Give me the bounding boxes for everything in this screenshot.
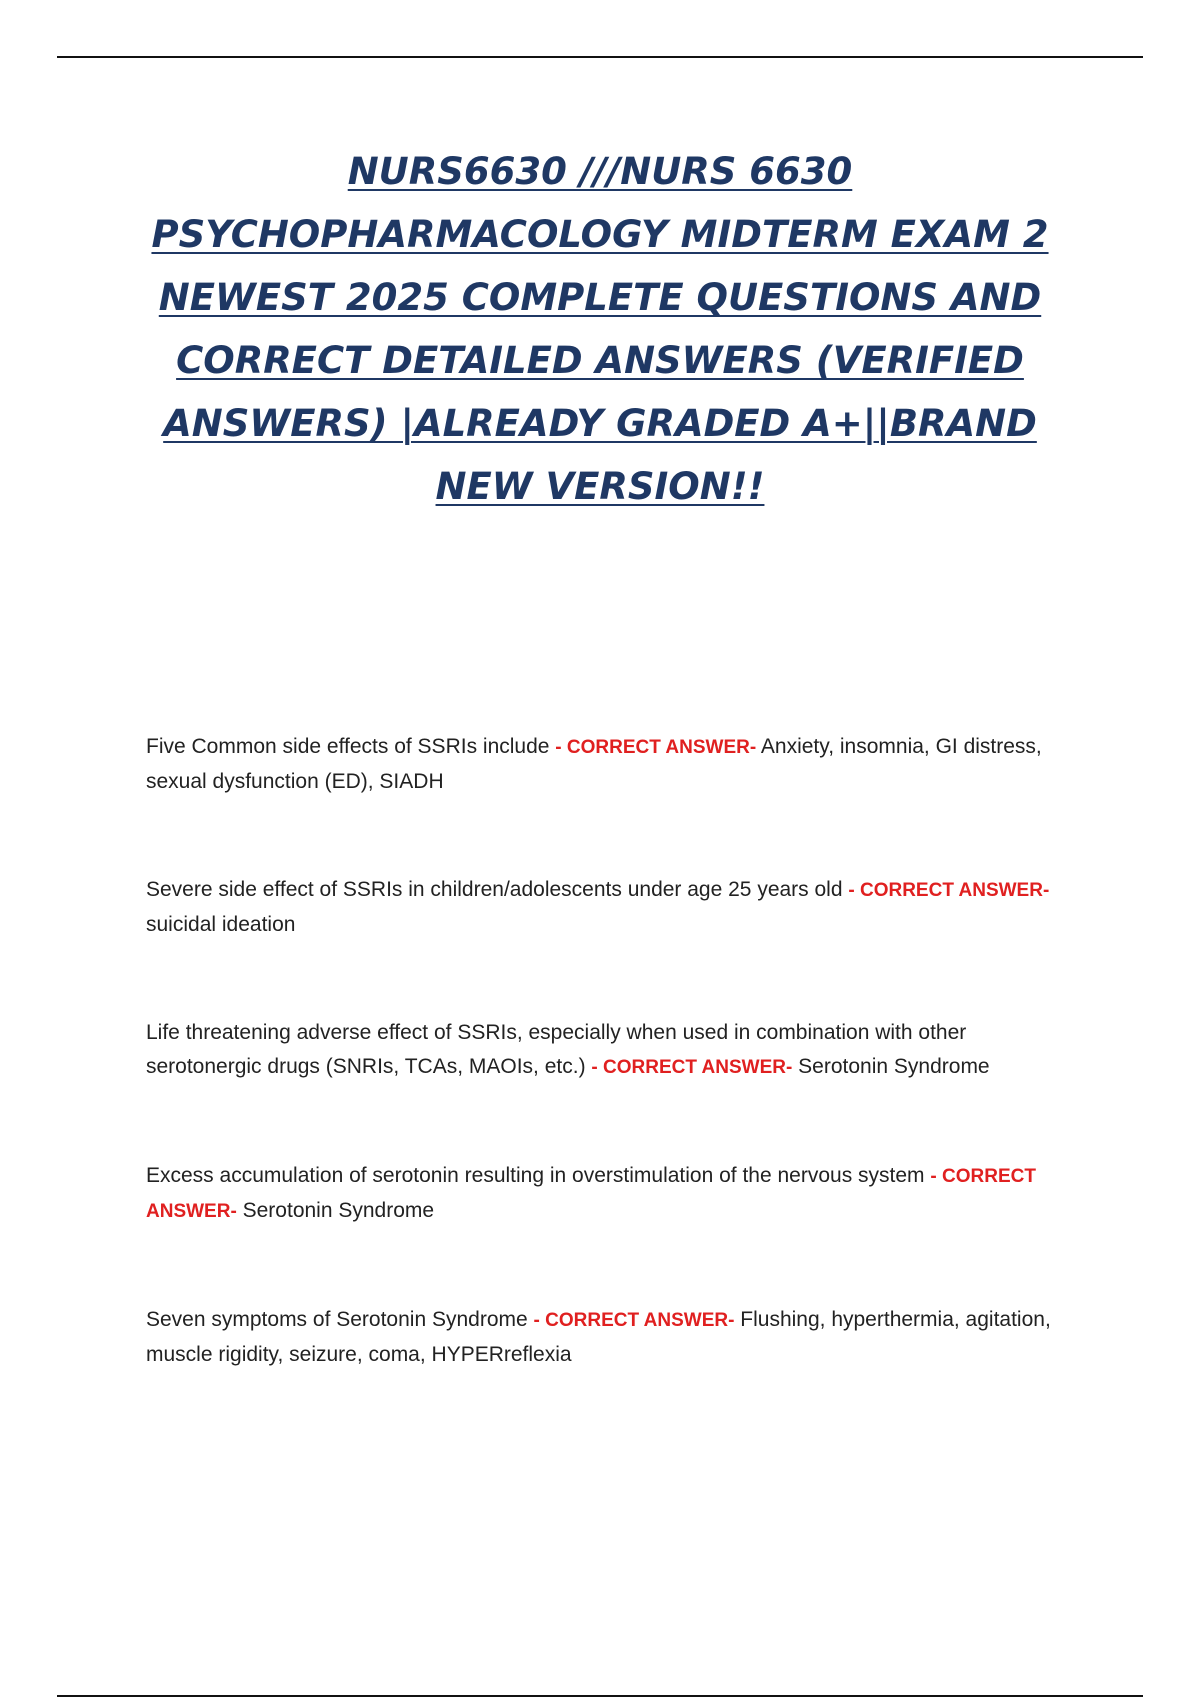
qa-item xyxy=(146,730,1086,799)
correct-answer-tag: - CORRECT ANSWER- xyxy=(591,1057,793,1078)
qa-item xyxy=(146,1159,1086,1229)
answer-text: Serotonin Syndrome xyxy=(242,1199,435,1222)
correct-answer-tag: - CORRECT ANSWER- xyxy=(555,737,757,758)
question-text: Severe side effect of SSRIs in children/adolescents under age 25 years old xyxy=(146,878,843,901)
correct-answer-tag: - CORRECT ANSWER- xyxy=(533,1310,735,1331)
qa-item xyxy=(146,873,1086,942)
qa-list xyxy=(146,730,1086,1446)
correct-answer-tag: - CORRECT ANSWER- xyxy=(848,880,1050,901)
title-text: NURS6630 ///NURS 6630 PSYCHOPHARMACOLOGY MIDTERM EXAM 2 NEWEST 2025 COMPLETE QUESTIONS AND CORRECT DETAILED ANSWERS (VERIFIED ANSWERS) |ALREADY GRADED A+||BRAND NEW VERSION!! xyxy=(151,150,1049,508)
question-text: Seven symptoms of Serotonin Syndrome xyxy=(146,1308,528,1331)
top-rule xyxy=(57,56,1143,58)
question-text: Life threatening adverse effect of SSRIs, especially when used in combination with other serotonergic drugs (SNRIs, TCAs, MAOIs, etc.) xyxy=(146,1021,967,1078)
answer-text: suicidal ideation xyxy=(146,913,296,936)
qa-item xyxy=(146,1016,1086,1085)
answer-text: Anxiety, insomnia, GI distress, sexual dysfunction (ED), SIADH xyxy=(146,735,1042,793)
question-text: Five Common side effects of SSRIs include xyxy=(146,735,550,758)
document-title xyxy=(130,140,1070,518)
question-text: Excess accumulation of serotonin resulting in overstimulation of the nervous system xyxy=(146,1164,925,1187)
qa-item xyxy=(146,1303,1086,1372)
bottom-rule xyxy=(57,1695,1143,1697)
correct-answer-tag: - CORRECT ANSWER- xyxy=(146,1166,1036,1222)
answer-text: Serotonin Syndrome xyxy=(798,1055,990,1078)
answer-text: Flushing, hyperthermia, agitation, muscle rigidity, seizure, coma, HYPERreflexia xyxy=(146,1308,1051,1366)
